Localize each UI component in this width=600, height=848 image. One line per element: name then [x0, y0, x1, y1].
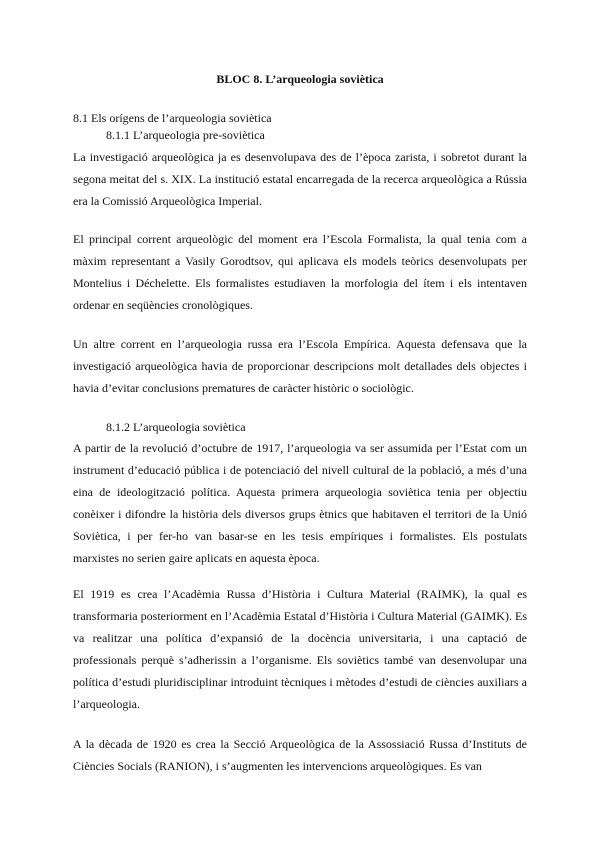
paragraph: Un altre corrent en l’arqueologia russa era l’Escola Empírica. Aquesta defensava que la investigació arqueològica havia de proporcionar descripcions molt detallades dels objectes i havia d’evitar conclusions prematures de caràcter històric o sociològic.: [73, 337, 527, 395]
section-heading-8-1: 8.1 Els orígens de l’arqueologia soviètica: [73, 111, 272, 125]
document-title: BLOC 8. L’arqueologia soviètica: [216, 72, 384, 86]
subsection-heading-8-1-2: 8.1.2 L’arqueologia soviètica: [106, 420, 246, 434]
subsection-heading-8-1-1: 8.1.1 L’arqueologia pre-soviètica: [106, 128, 265, 142]
paragraph: El 1919 es crea l’Acadèmia Russa d’Història i Cultura Material (RAIMK), la qual es transformaria posteriorment en l’Acadèmia Estatal d’Història i Cultura Material (GAIMK). Es va realitzar una política d’expansió de la docència universitaria, i una captació de professionals perquè s’adherissin a l’organisme. Els soviètics també van desenvolupar una política d’estudi pluridisciplinar introduint tècniques i mètodes d’estudi de ciències auxiliars a l’arqueologia.: [73, 587, 527, 711]
paragraph: A partir de la revolució d’octubre de 1917, l’arqueologia va ser assumida per l’Estat com un instrument d’educació pública i de potenciació del nivell cultural de la població, a més d’una eina de ideologització política. Aquesta primera arqueologia soviètica tenia per objectiu conèixer i difondre la història dels diversos grups ètnics que habitaven el territori de la Unió Soviètica, i per fer-ho van basar-se en les tesis empíriques i formalistes. Els postulats marxistes no serien gaire aplicats en aquesta època.: [73, 441, 527, 565]
paragraph: El principal corrent arqueològic del moment era l’Escola Formalista, la qual tenia com a màxim representant a Vasily Gorodtsov, qui aplicava els models teòrics desenvolupats per Montelius i Déchelette. Els formalistes estudiaven la morfologia del ítem i els intentaven ordenar en seqüències cronològiques.: [73, 232, 527, 312]
paragraph: La investigació arqueològica ja es desenvolupava des de l’època zarista, i sobretot durant la segona meitat del s. XIX. La institució estatal encarregada de la recerca arqueològica a Rússia era la Comissió Arqueològica Imperial.: [73, 150, 527, 208]
paragraph: A la dècada de 1920 es crea la Secció Arqueològica de la Assossiació Russa d’Instituts de Ciències Socials (RANION), i s’augmenten les intervencions arqueològiques. Es van: [73, 737, 527, 773]
